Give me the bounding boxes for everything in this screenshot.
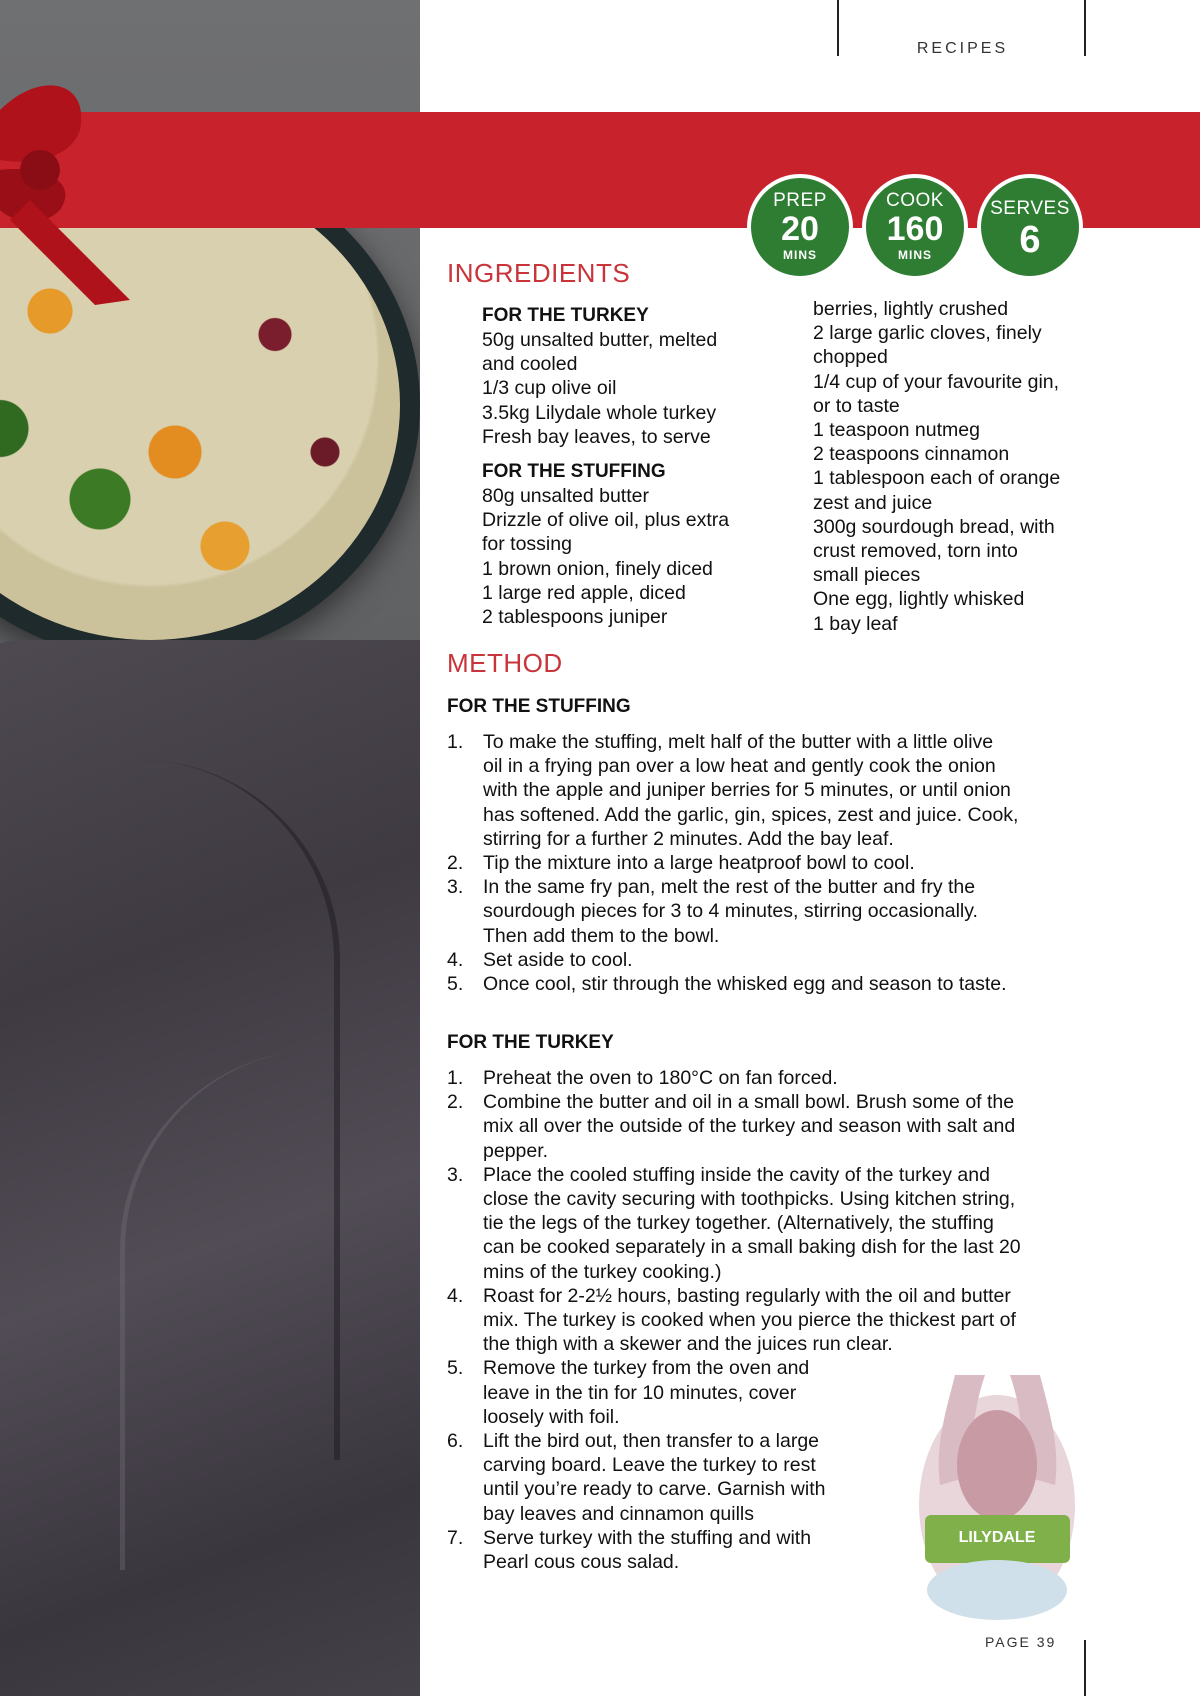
step-number: 3. (447, 1163, 464, 1186)
method-step (447, 851, 1107, 875)
ingredient-line: berries, lightly crushed (813, 298, 1009, 320)
ingredient-line: zest and juice (813, 491, 933, 514)
header-rule-right (1084, 0, 1086, 56)
serves-value: 6 (1019, 219, 1041, 261)
step-text: Remove the turkey from the oven and leave in the tin for 10 minutes, cover loosely with foil. (483, 1357, 810, 1428)
step-text: Tip the mixture into a large heatproof bowl to cool. (483, 852, 915, 875)
ingredient-line: 2 tablespoons juniper (482, 606, 668, 629)
serves-label: SERVES (990, 198, 1070, 219)
ingredient-line: 1 bay leaf (813, 612, 898, 635)
step-number: 5. (447, 973, 464, 996)
ingredient-line: Fresh bay leaves, to serve (482, 425, 711, 448)
ingredient-line: or to taste (813, 394, 900, 417)
prep-time-badge (747, 174, 853, 280)
step-text: Set aside to cool. (483, 948, 633, 971)
step-text: Place the cooled stuffing inside the cavity of the turkey and close the cavity securing with toothpicks. Using kitchen string, tie the legs of the turkey together. (Alternatively, the stuffing can be cooked separately in a small baking dish for the last 20 mins of the turkey cooking.) (483, 1163, 1021, 1283)
ingredient-line: for tossing (482, 533, 572, 556)
step-number: 3. (447, 876, 464, 899)
ingredient-line: 1 tablespoon each of orange (813, 467, 1061, 490)
turkey-ingredient-list (482, 328, 782, 449)
stuffing-ingredient-list (482, 484, 782, 629)
cook-value: 160 (886, 210, 944, 248)
cook-unit: MINS (898, 248, 932, 262)
ingredient-line: chopped (813, 346, 888, 369)
prep-value: 20 (781, 210, 819, 248)
ingredient-line: 300g sourdough bread, with (813, 515, 1055, 538)
step-text: In the same fry pan, melt the rest of the butter and fry the sourdough pieces for 3 to 4 minutes, stirring occasionally. Then add them to the bowl. (483, 876, 978, 947)
ingredient-line: and cooled (482, 353, 578, 376)
prep-label: PREP (773, 190, 827, 211)
ingredient-line: 1 large red apple, diced (482, 581, 686, 604)
method-step (447, 875, 1107, 948)
step-number: 2. (447, 1091, 464, 1114)
ingredients-column-2 (813, 297, 1113, 636)
ingredient-line: 1/3 cup olive oil (482, 377, 617, 400)
step-number: 6. (447, 1430, 464, 1453)
page-number: PAGE 39 (985, 1634, 1057, 1650)
ingredient-line: 2 large garlic cloves, finely (813, 322, 1042, 345)
step-text: Lift the bird out, then transfer to a large carving board. Leave the turkey to rest until you’re ready to carve. Garnish with bay leaves and cinnamon quills (483, 1430, 826, 1525)
step-number: 4. (447, 948, 464, 971)
ingredients-heading: INGREDIENTS (447, 258, 631, 288)
stuffing-ingredients-subheading: FOR THE STUFFING (482, 461, 666, 483)
method-step (447, 1163, 1127, 1284)
ingredient-line: 50g unsalted butter, melted (482, 329, 718, 351)
step-text: Serve turkey with the stuffing and with Pearl cous cous salad. (483, 1526, 812, 1574)
prep-unit: MINS (783, 248, 817, 262)
step-number: 2. (447, 852, 464, 875)
ingredient-line: small pieces (813, 564, 921, 587)
step-text: Preheat the oven to 180°C on fan forced. (483, 1067, 838, 1089)
step-number: 7. (447, 1526, 464, 1549)
ingredient-line: 2 teaspoons cinnamon (813, 443, 1010, 466)
section-label: RECIPES (916, 40, 1009, 57)
ingredient-line: 1 brown onion, finely diced (482, 557, 713, 580)
turkey-ingredients-subheading: FOR THE TURKEY (482, 305, 649, 326)
step-number: 4. (447, 1284, 464, 1307)
step-number: 1. (447, 731, 464, 753)
cook-time-badge (862, 174, 968, 280)
lilydale-turkey-product-image (915, 1355, 1080, 1625)
turkey-method-subheading: FOR THE TURKEY (447, 1032, 614, 1053)
product-brand-label: LILYDALE (958, 1529, 1036, 1546)
header-rule-left (837, 0, 839, 56)
method-step (447, 1090, 1127, 1163)
step-number: 5. (447, 1357, 464, 1380)
footer-rule (1084, 1640, 1086, 1696)
step-text: Roast for 2-2½ hours, basting regularly with the oil and butter mix. The turkey is cooked when you pierce the thickest part of the thigh with a skewer and the juices run clear. (483, 1284, 1016, 1356)
method-step (447, 972, 1107, 996)
ingredient-line: 3.5kg Lilydale whole turkey (482, 401, 717, 424)
method-step (447, 1066, 1127, 1090)
stuffing-steps (447, 730, 1107, 996)
method-step (447, 730, 1107, 851)
step-text: Once cool, stir through the whisked egg and season to taste. (483, 973, 1007, 996)
ingredient-line: 80g unsalted butter (482, 485, 649, 508)
stuffing-method-subheading: FOR THE STUFFING (447, 696, 631, 717)
ingredient-line: 1/4 cup of your favourite gin, (813, 370, 1060, 393)
method-heading: METHOD (447, 648, 563, 678)
cook-label: COOK (886, 190, 944, 211)
ribbon-bow-icon (0, 70, 140, 320)
ingredient-line: One egg, lightly whisked (813, 588, 1025, 611)
step-text: Combine the butter and oil in a small bowl. Brush some of the mix all over the outside of the turkey and season with salt and pepper. (483, 1091, 1016, 1162)
step-number: 1. (447, 1067, 464, 1089)
step-text: To make the stuffing, melt half of the butter with a little olive oil in a frying pan over a low heat and gently cook the onion with the apple and juniper berries for 5 minutes, or until onion has softened. Add the garlic, gin, spices, zest and juice. Cook, stirring for a further 2 minutes. Add the bay leaf. (483, 731, 1019, 850)
serves-badge (977, 174, 1083, 280)
ingredients-column-1 (482, 305, 782, 629)
method-step (447, 1284, 1127, 1357)
ingredient-line: Drizzle of olive oil, plus extra (482, 509, 730, 532)
ingredient-line: crust removed, torn into (813, 540, 1018, 563)
method-step (447, 948, 1107, 972)
ingredient-line: 1 teaspoon nutmeg (813, 419, 980, 442)
stuffing-ingredient-list-continued (813, 297, 1113, 636)
